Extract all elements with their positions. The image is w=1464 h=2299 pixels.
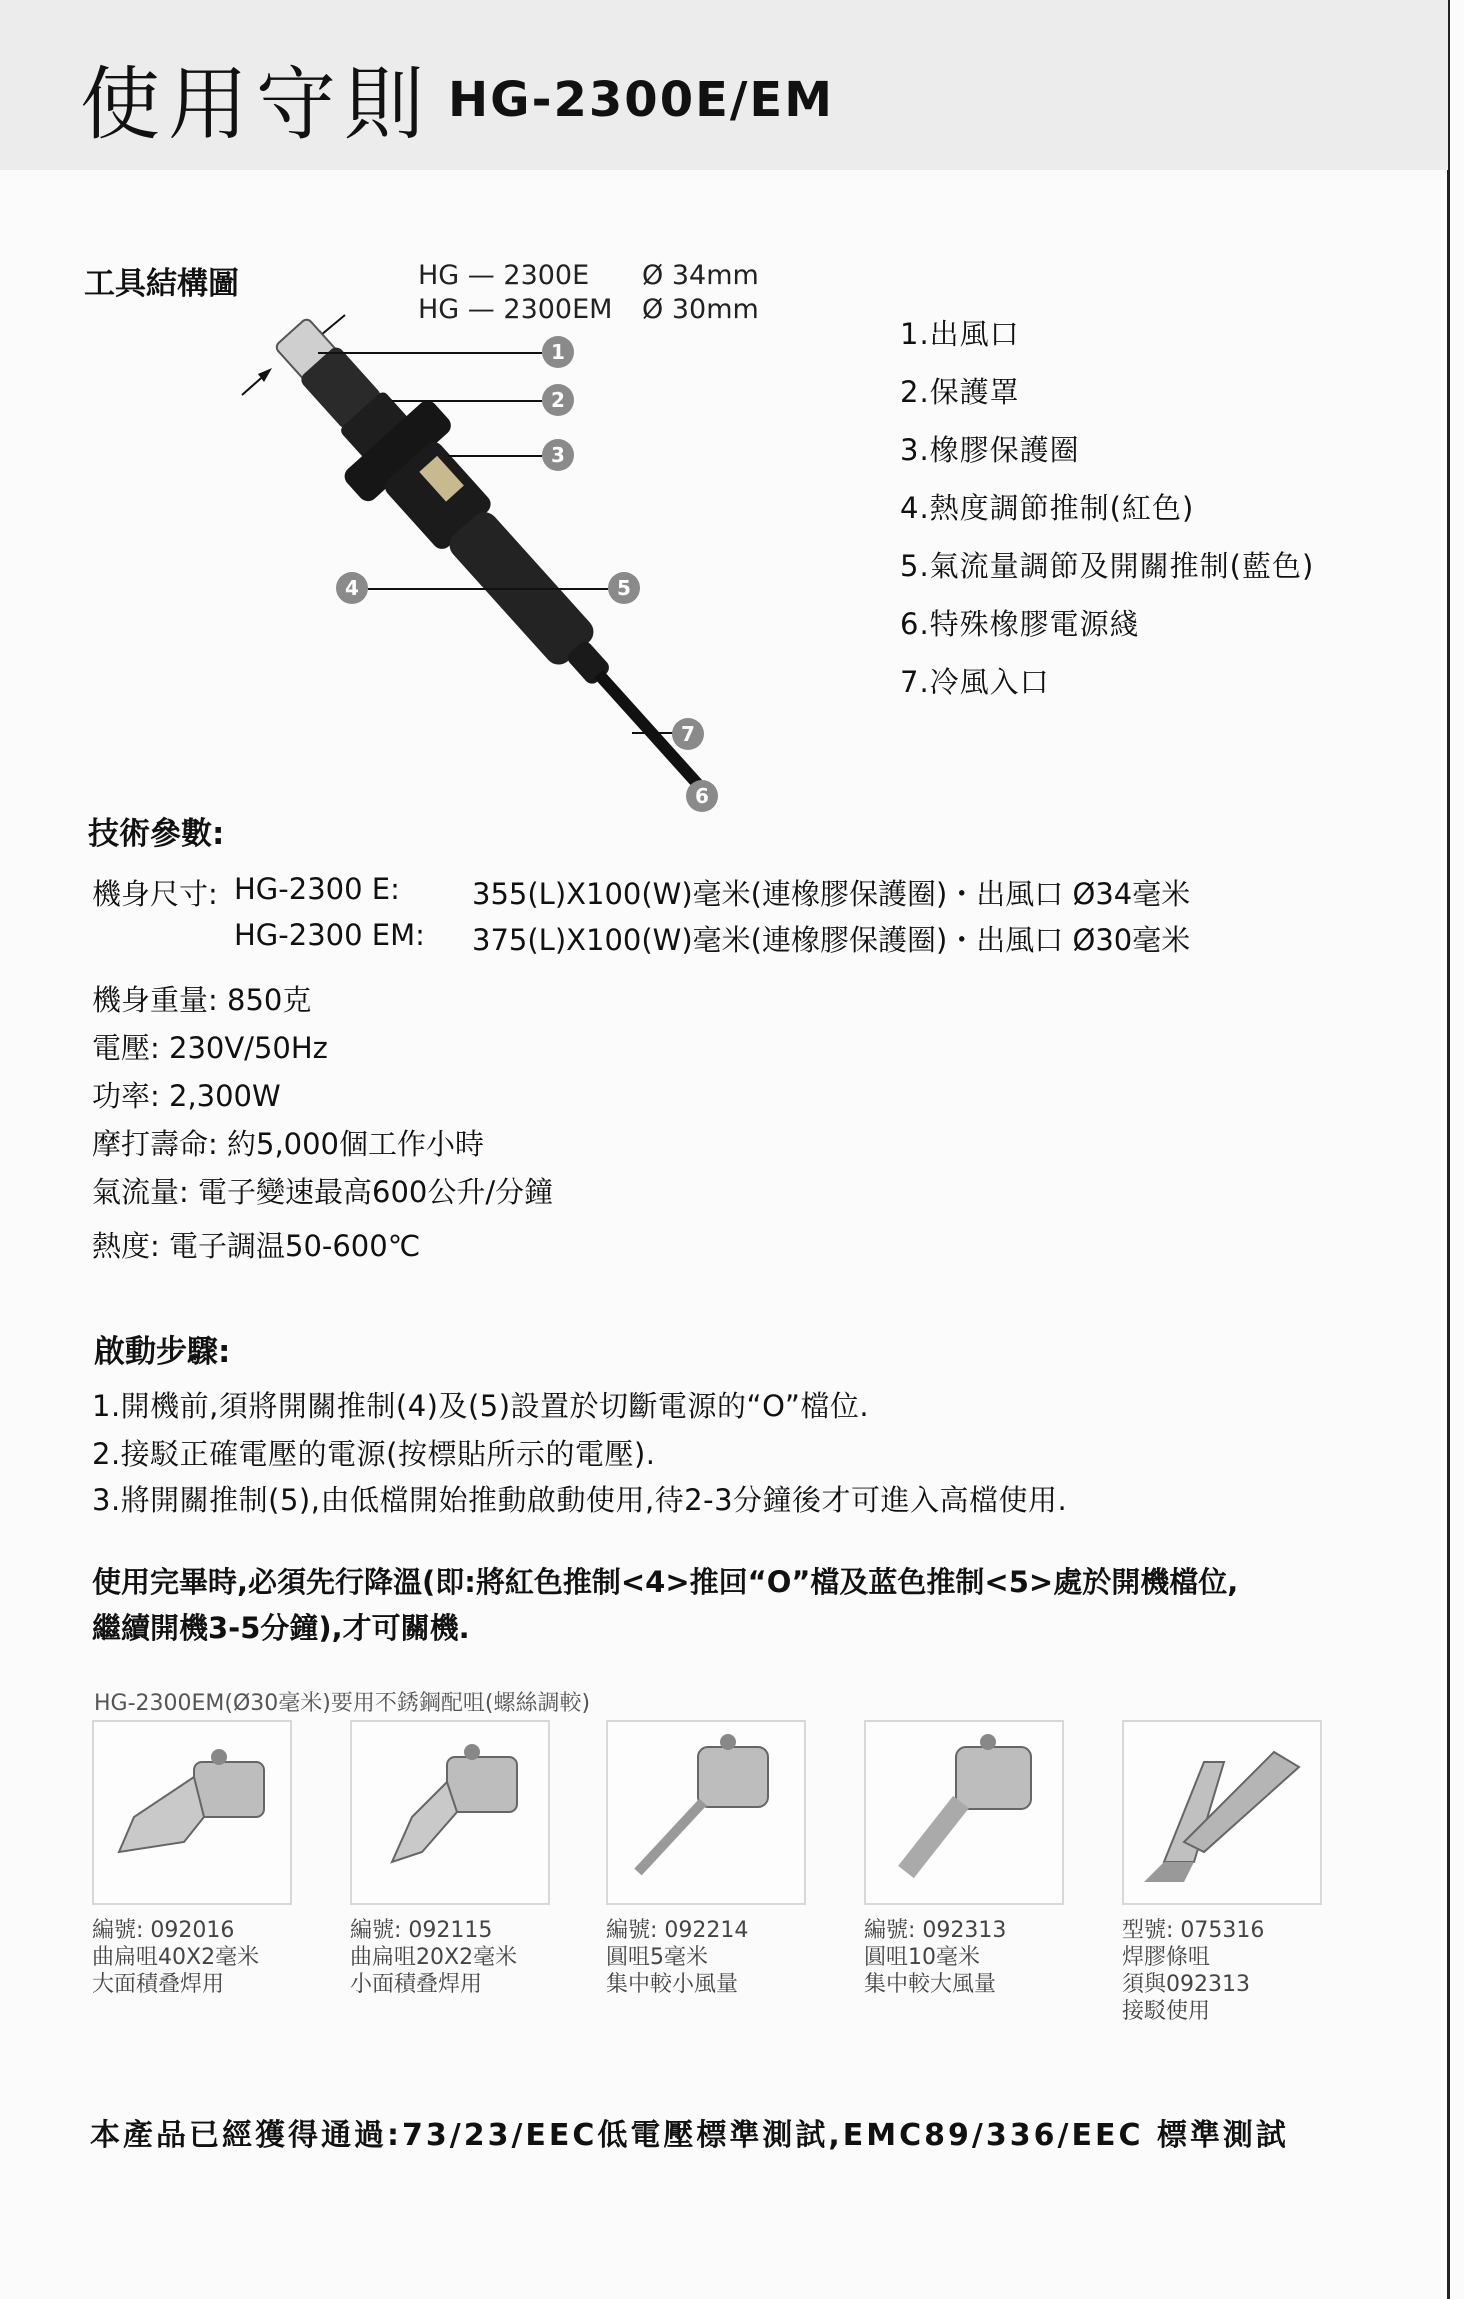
callout-6: 6 — [686, 780, 718, 812]
spec-motor-life: 摩打壽命: 約5,000個工作小時 — [92, 1127, 485, 1161]
part-item-3: 3.橡膠保護圈 — [900, 433, 1080, 467]
accessory-2-line-1: 編號: 092115 — [350, 1918, 493, 1943]
shutdown-warning-line-2: 繼續開機3-5分鐘),才可關機. — [92, 1611, 470, 1645]
callout-1: 1 — [542, 336, 574, 368]
part-item-6: 6.特殊橡膠電源綫 — [900, 607, 1140, 641]
diagram-model-1: HG — 2300E — [418, 260, 590, 291]
part-item-1: 1.出風口 — [900, 317, 1020, 351]
weld-rod-nozzle-icon — [1122, 1720, 1322, 1905]
spec-size-model-2: HG-2300 EM: — [234, 918, 425, 952]
callout-3: 3 — [542, 439, 574, 471]
spec-size-value-2: 375(L)X100(W)毫米(連橡膠保護圈)・出風口 Ø30毫米 — [472, 923, 1191, 957]
startup-heading: 啟動步驟: — [94, 1334, 231, 1370]
accessory-card-5 — [1122, 1720, 1322, 2025]
part-item-7: 7.冷風入口 — [900, 665, 1050, 699]
part-item-5: 5.氣流量調節及開關推制(藍色) — [900, 549, 1315, 583]
spec-size-value-1: 355(L)X100(W)毫米(連橡膠保護圈)・出風口 Ø34毫米 — [472, 877, 1191, 911]
wide-flat-nozzle-icon — [92, 1720, 292, 1905]
diagram-diameter-2: Ø 30mm — [642, 294, 759, 325]
spec-size-model-1: HG-2300 E: — [234, 872, 400, 906]
callout-4: 4 — [336, 572, 368, 604]
page-edge-border — [1447, 0, 1450, 2299]
page-title: 使用守則 — [80, 58, 432, 151]
leader-line-3 — [448, 455, 542, 457]
accessory-5-line-1: 型號: 075316 — [1122, 1918, 1265, 1943]
leader-line-4-5 — [368, 588, 608, 590]
leader-line-2 — [392, 400, 542, 402]
leader-line-7 — [632, 732, 677, 734]
diagram-diameter-1: Ø 34mm — [642, 260, 759, 291]
accessory-5-line-3: 須與092313 — [1122, 1972, 1250, 1997]
startup-step-2: 2.接駁正確電壓的電源(按標貼所示的電壓). — [92, 1437, 656, 1471]
accessory-3-line-3: 集中較小風量 — [606, 1972, 739, 1997]
round-nozzle-5mm-icon — [606, 1720, 806, 1905]
accessory-4-line-3: 集中較大風量 — [864, 1972, 997, 1997]
model-title: HG-2300E/EM — [448, 72, 834, 128]
callout-2: 2 — [542, 384, 574, 416]
callout-7: 7 — [672, 718, 704, 750]
parts-list — [900, 310, 1314, 716]
accessory-card-4 — [864, 1720, 1064, 1998]
specs-heading: 技術參數: — [88, 816, 225, 852]
spec-voltage: 電壓: 230V/50Hz — [92, 1031, 328, 1065]
accessory-1-line-1: 編號: 092016 — [92, 1918, 235, 1943]
accessory-card-1 — [92, 1720, 292, 1998]
accessory-3-line-2: 圓咀5毫米 — [606, 1945, 708, 1970]
spec-temperature: 熱度: 電子調温50-600℃ — [92, 1229, 421, 1263]
spec-weight: 機身重量: 850克 — [92, 983, 312, 1017]
accessory-1-line-2: 曲扁咀40X2毫米 — [92, 1945, 260, 1970]
accessory-4-line-2: 圓咀10毫米 — [864, 1945, 980, 1970]
part-item-2: 2.保護罩 — [900, 375, 1020, 409]
accessories-title: HG-2300EM(Ø30毫米)要用不銹鋼配咀(螺絲調較) — [94, 1691, 591, 1716]
round-nozzle-10mm-icon — [864, 1720, 1064, 1905]
spec-airflow: 氣流量: 電子變速最高600公升/分鐘 — [92, 1175, 554, 1209]
title-banner — [0, 0, 1448, 170]
callout-5: 5 — [608, 572, 640, 604]
diagram-model-2: HG — 2300EM — [418, 294, 613, 325]
accessory-5-line-4: 接駁使用 — [1122, 1999, 1211, 2024]
accessory-card-2 — [350, 1720, 550, 1998]
certification-footer: 本產品已經獲得通過:73/23/EEC低電壓標準測試,EMC89/336/EEC 標準測試 — [90, 2118, 1289, 2153]
part-item-4: 4.熱度調節推制(紅色) — [900, 491, 1195, 525]
startup-step-3: 3.將開關推制(5),由低檔開始推動啟動使用,待2-3分鐘後才可進入高檔使用. — [92, 1483, 1068, 1517]
spec-size-label: 機身尺寸: — [92, 877, 218, 911]
heat-gun-illustration — [220, 300, 740, 840]
accessory-2-line-2: 曲扁咀20X2毫米 — [350, 1945, 518, 1970]
accessory-3-line-1: 編號: 092214 — [606, 1918, 749, 1943]
accessory-4-line-1: 編號: 092313 — [864, 1918, 1007, 1943]
spec-power: 功率: 2,300W — [92, 1079, 281, 1113]
accessory-card-3 — [606, 1720, 806, 1998]
accessory-5-line-2: 焊膠條咀 — [1122, 1945, 1211, 1970]
accessory-1-line-3: 大面積叠焊用 — [92, 1972, 225, 1997]
narrow-flat-nozzle-icon — [350, 1720, 550, 1905]
accessory-2-line-3: 小面積叠焊用 — [350, 1972, 483, 1997]
diagram-heading: 工具結構圖 — [84, 266, 239, 302]
startup-step-1: 1.開機前,須將開關推制(4)及(5)設置於切斷電源的“O”檔位. — [92, 1389, 870, 1423]
leader-line-1 — [318, 352, 542, 354]
shutdown-warning-line-1: 使用完畢時,必須先行降溫(即:將紅色推制<4>推回“O”檔及蓝色推制<5>處於開機檔位, — [92, 1565, 1239, 1599]
